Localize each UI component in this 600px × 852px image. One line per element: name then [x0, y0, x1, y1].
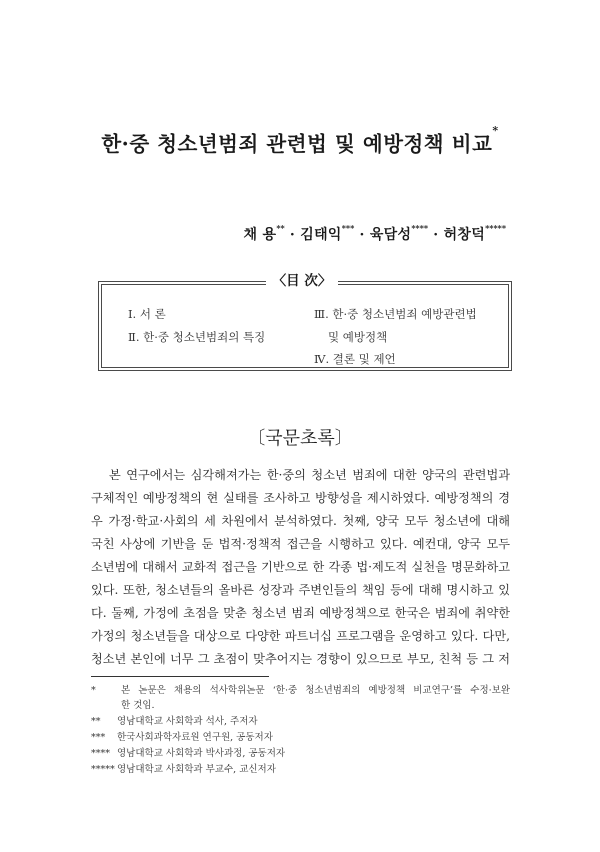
footnote-mark: * — [91, 685, 96, 696]
footnote — [91, 746, 285, 762]
footnote — [91, 730, 273, 746]
footnote-text: 영남대학교 사회학과 석사, 주저자 — [117, 716, 258, 727]
author-mark: *** — [341, 223, 355, 233]
abstract-line: 있다. 또한, 청소년들의 올바른 성장과 주변인들의 책임 등에 대해 명시하고 있 — [91, 583, 510, 597]
toc-item: Ⅳ. 결론 및 제언 — [314, 352, 396, 366]
paper-title — [0, 124, 600, 157]
footnote-mark: ** — [91, 716, 101, 727]
author-name: 허창덕 — [443, 227, 486, 243]
abstract-line: 다. 둘째, 가정에 초점을 맞춘 청소년 범죄 예방정책으로 한국은 범죄에 취약한 — [91, 606, 510, 620]
abstract-line: 본 연구에서는 심각해져가는 한·중의 청소년 범죄에 대한 양국의 관련법과 — [109, 468, 510, 482]
footnote — [91, 762, 276, 778]
toc-item: Ⅱ. 한·중 청소년범죄의 특징 — [128, 330, 266, 344]
author-name: 육담성 — [369, 227, 412, 243]
author-name: 김태익 — [300, 227, 342, 243]
abstract-line: 국친 사상에 기반을 둔 법적·정책적 접근을 시행하고 있다. 예컨대, 양국 모두 — [91, 537, 510, 551]
abstract-line: 소년범에 대해서 교화적 접근을 기반으로 한 각종 법·제도적 실천을 명문화하고 — [91, 560, 510, 574]
abstract-heading: 〔국문초록〕 — [247, 428, 353, 449]
footnote-text: 영남대학교 사회학과 박사과정, 공동저자 — [117, 748, 286, 759]
author-mark: ***** — [485, 223, 506, 233]
toc-item: Ⅲ. 한·중 청소년범죄 예방관련법 — [314, 307, 477, 321]
footnote-mark: **** — [91, 748, 110, 759]
author-name: 채 용 — [243, 227, 277, 243]
footnote-mark: ***** — [91, 764, 115, 775]
footnote — [91, 683, 510, 699]
footnote — [91, 714, 258, 730]
author-separator: · — [284, 227, 301, 243]
footnote-text: 영남대학교 사회학과 부교수, 교신저자 — [117, 764, 276, 775]
footnote-mark: *** — [91, 732, 106, 743]
author-list — [244, 224, 506, 244]
footnote-text: 한국사회과학자료원 연구원, 공동저자 — [117, 732, 273, 743]
author-separator: · — [428, 227, 444, 243]
abstract-line: 우 가정·학교·사회의 세 차원에서 분석하였다. 첫째, 양국 모두 청소년에 대해 — [91, 514, 510, 528]
toc-item: Ⅰ. 서 론 — [128, 307, 166, 321]
toc-heading: 〈目 次〉 — [266, 270, 338, 292]
table-of-contents-box — [98, 281, 512, 371]
footnote-continuation: 한 것임. — [121, 700, 155, 711]
paper-title-text: 한·중 청소년범죄 관련법 및 예방정책 비교 — [101, 132, 493, 156]
abstract-line: 구체적인 예방정책의 현 실태를 조사하고 방향성을 제시하였다. 예방정책의 경 — [91, 491, 510, 505]
abstract-line: 가정의 청소년들을 대상으로 다양한 파트너십 프로그램을 운영하고 있다. 다만, — [91, 629, 510, 643]
toc-item: 및 예방정책 — [328, 330, 388, 344]
title-footnote-mark: * — [492, 124, 499, 137]
author-mark: **** — [411, 223, 429, 233]
author-separator: · — [354, 227, 370, 243]
author-mark: ** — [276, 223, 285, 233]
footnote-text: 본 논문은 채용의 석사학위논문 ‘한·중 청소년범죄의 예방정책 비교연구’를 수정·보완 — [121, 685, 510, 696]
abstract-line: 청소년 본인에 너무 그 초점이 맞추어지는 경향이 있으므로 부모, 친척 등 그 저 — [91, 652, 510, 666]
footnote-divider — [91, 676, 269, 677]
